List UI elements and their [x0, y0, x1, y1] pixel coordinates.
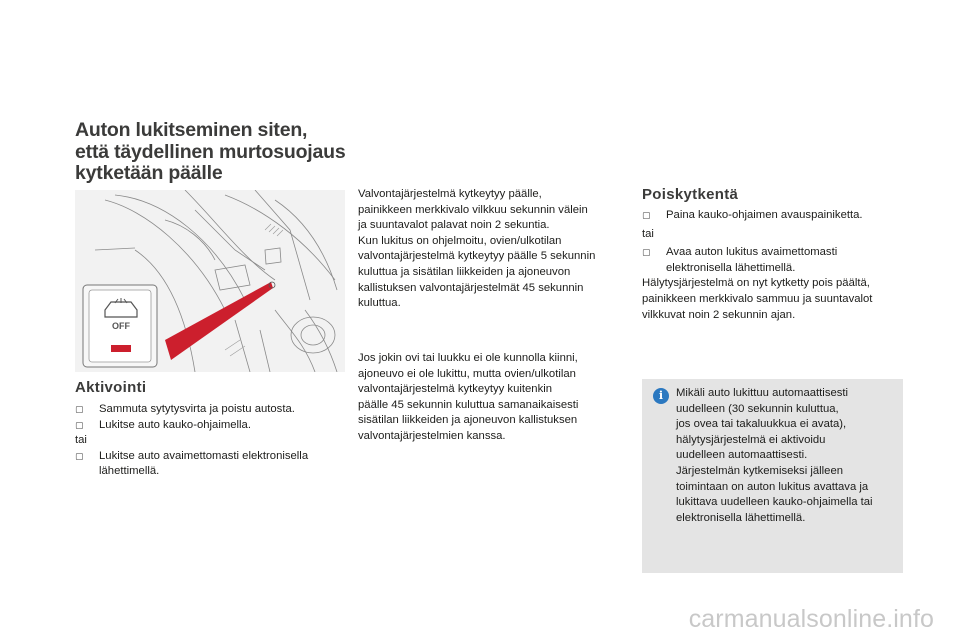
list-item: [75, 402, 345, 418]
text-line: toimintaan on auton lukitus avattava ja: [676, 480, 869, 493]
middle-paragraph-2: [358, 351, 628, 445]
text-line: vilkkuvat noin 2 sekunnin ajan.: [642, 308, 796, 321]
bullet-icon: ▢: [642, 247, 651, 258]
title-line: että täydellinen murtosuojaus: [75, 140, 346, 163]
list-item-text: Paina kauko-ohjaimen avauspainiketta.: [666, 209, 863, 221]
text-line: ja suuntavalot palavat noin 2 sekuntia.: [358, 219, 550, 232]
page-title: [75, 120, 346, 185]
text-line: sisätilan liikkeiden ja ajoneuvon kallistuksen: [358, 414, 578, 427]
info-icon: i: [653, 388, 669, 404]
text-line: kuluttua.: [358, 297, 401, 310]
or-text: tai: [75, 434, 87, 447]
text-line: Valvontajärjestelmä kytkeytyy päälle,: [358, 188, 542, 200]
text-line: Mikäli auto lukittuu automaattisesti: [676, 387, 849, 399]
text-line: Jos jokin ovi tai luukku ei ole kunnolla kiinni,: [358, 352, 578, 364]
heading-aktivointi: Aktivointi: [75, 379, 147, 396]
bullet-icon: ▢: [75, 450, 84, 461]
text-line: valvontajärjestelmä kytkeytyy kuitenkin: [358, 383, 553, 396]
list-item-text: Lukitse auto kauko-ohjaimella.: [99, 418, 251, 431]
list-item-text: Lukitse auto avaimettomasti elektronisella: [99, 449, 309, 462]
text-line: Järjestelmän kytkemiseksi jälleen: [676, 464, 844, 477]
list-item: [75, 418, 345, 434]
aktivointi-list: [75, 402, 345, 480]
text-line: uudelleen automaattisesti.: [676, 449, 808, 462]
or-text: tai: [642, 227, 654, 240]
text-line: Hälytysjärjestelmä on nyt kytketty pois päältä,: [642, 277, 870, 290]
indicator-light: [111, 345, 131, 352]
middle-paragraph-1: [358, 187, 628, 312]
watermark: carmanualsonline.info: [688, 605, 934, 633]
text-line: valvontajärjestelmä kytkeytyy päälle 5 sekunnin: [358, 250, 596, 263]
dashboard-illustration: [75, 190, 345, 372]
text-line: ajoneuvo ei ole lukittu, mutta ovien/ulkotilan: [358, 367, 576, 380]
list-item-text: elektronisella lähettimellä.: [666, 261, 796, 274]
bullet-icon: ▢: [75, 419, 84, 430]
list-item-text: lähettimellä.: [99, 465, 160, 478]
list-item-text: Avaa auton lukitus avaimettomasti: [666, 246, 838, 259]
text-line: uudelleen (30 sekunnin kuluttua,: [676, 402, 839, 415]
text-line: jos ovea tai takaluukkua ei avata),: [676, 418, 847, 431]
title-line: Auton lukitseminen siten,: [75, 119, 308, 141]
bullet-icon: ▢: [642, 210, 651, 220]
dashboard-drawing: [75, 190, 345, 372]
info-text: [676, 386, 898, 526]
text-line: lukittava uudelleen kauko-ohjaimella tai: [676, 496, 873, 509]
list-item: [75, 449, 345, 480]
info-box: [642, 379, 903, 573]
text-line: kuluttua ja sisätilan liikkeiden ja ajoneuvon: [358, 265, 571, 278]
poiskytkenta-list: [642, 208, 910, 323]
bullet-icon: ▢: [75, 404, 84, 414]
list-item-text: Sammuta sytytysvirta ja poistu autosta.: [99, 403, 295, 415]
list-item: [642, 208, 910, 224]
text-line: elektronisella lähettimellä.: [676, 511, 806, 524]
text-line: hälytysjärjestelmä ei aktivoidu: [676, 433, 826, 446]
title-line: kytketään päälle: [75, 162, 223, 184]
text-line: Kun lukitus on ohjelmoitu, ovien/ulkotilan: [358, 234, 562, 247]
text-line: kallistuksen valvontajärjestelmät 45 sekunnin: [358, 281, 584, 294]
heading-poiskytkenta: Poiskytkentä: [642, 186, 739, 203]
text-line: päälle 45 sekunnin kuluttua samanaikaisesti: [358, 398, 579, 411]
text-line: valvontajärjestelmien kanssa.: [358, 429, 506, 442]
list-item: [642, 245, 910, 276]
button-off-label: OFF: [112, 321, 130, 331]
text-line: painikkeen merkkivalo sammuu ja suuntavalot: [642, 292, 873, 305]
text-line: painikkeen merkkivalo vilkkuu sekunnin välein: [358, 203, 588, 216]
